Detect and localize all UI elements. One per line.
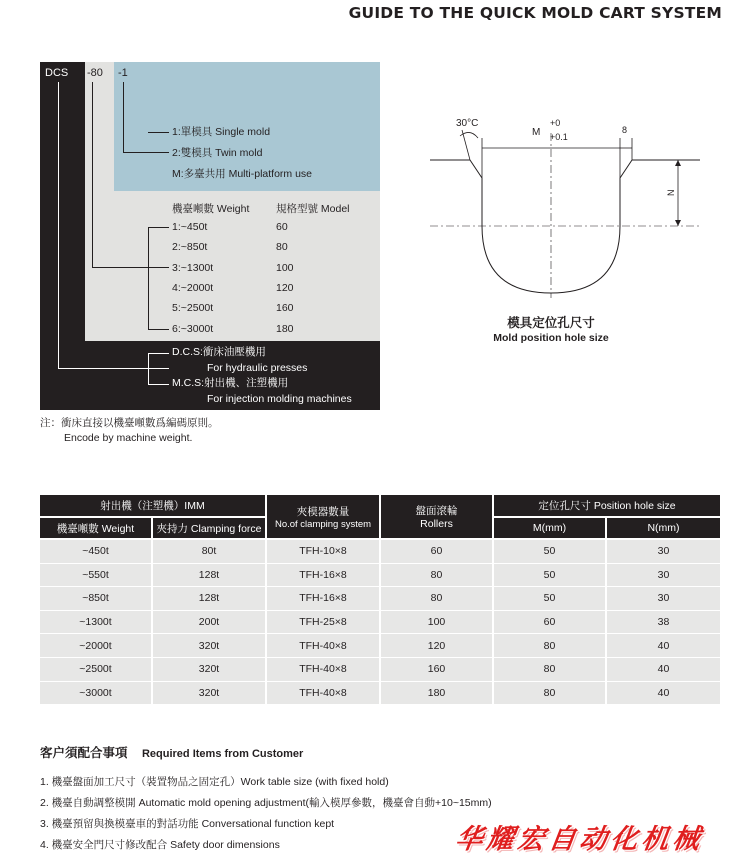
required-items-heading: [40, 743, 303, 762]
weight-value: 5:~2500t: [172, 302, 214, 314]
cell-clamp: TFH-40×8: [267, 682, 381, 706]
table-row: [40, 540, 720, 564]
model-value: 160: [276, 302, 294, 314]
weight-header: 機臺噸數 Weight: [172, 203, 250, 215]
machine-type-tick: [148, 353, 169, 354]
right-chamfer: [620, 160, 632, 178]
cell-n: 30: [607, 587, 720, 611]
model-value: 120: [276, 282, 294, 294]
cell-force: 128t: [153, 587, 267, 611]
code-prefix-dcs: DCS: [45, 67, 69, 79]
brand-watermark: 华耀宏自动化机械: [453, 824, 706, 855]
page-title: GUIDE TO THE QUICK MOLD CART SYSTEM: [348, 4, 722, 22]
weight-value: 2:~850t: [172, 241, 208, 253]
cell-n: 38: [607, 611, 720, 635]
mold-option-single: 1:單模具 Single mold: [172, 126, 271, 138]
n-label: N: [666, 189, 676, 196]
table-row: [40, 658, 720, 682]
cell-rollers: 100: [381, 611, 494, 635]
m-tolerance-lower: +0.1: [550, 132, 568, 142]
code-mold-part: -1: [118, 67, 128, 79]
clamp-qty-header: [267, 495, 381, 540]
cell-force: 320t: [153, 682, 267, 706]
mold-caption-cn: 模具定位孔尺寸: [507, 316, 595, 330]
list-item: 3. 機臺預留與換模臺車的對話功能 Conversational function kept: [40, 818, 335, 830]
cell-weight: ~3000t: [40, 682, 153, 706]
imm-header: 射出機（注塑機）IMM: [40, 495, 267, 518]
angle-label: 30°C: [456, 118, 479, 129]
cell-rollers: 80: [381, 587, 494, 611]
eight-label: 8: [622, 125, 628, 135]
cell-clamp: TFH-10×8: [267, 540, 381, 564]
cell-weight: ~2000t: [40, 634, 153, 658]
model-value: 60: [276, 221, 288, 233]
clamp-qty-en: No.of clamping system: [274, 518, 372, 530]
position-header: 定位孔尺寸 Position hole size: [494, 495, 720, 518]
cell-rollers: 180: [381, 682, 494, 706]
cell-weight: ~850t: [40, 587, 153, 611]
clamp-qty-cn: 夾模器數量: [296, 505, 350, 518]
cell-rollers: 160: [381, 658, 494, 682]
cell-clamp: TFH-40×8: [267, 658, 381, 682]
machine-type-dcs: D.C.S:衝床油壓機用: [172, 346, 266, 358]
n-col-header: N(mm): [607, 518, 720, 540]
cell-force: 320t: [153, 634, 267, 658]
model-value: 180: [276, 323, 294, 335]
cell-force: 128t: [153, 564, 267, 588]
cell-m: 50: [494, 587, 607, 611]
encoding-note-en: Encode by machine weight.: [64, 432, 193, 444]
mold-position-diagram: [420, 108, 720, 348]
m-col-header: M(mm): [494, 518, 607, 540]
cell-rollers: 80: [381, 564, 494, 588]
weight-col-header: 機臺噸數 Weight: [40, 518, 153, 540]
weight-value: 6:~3000t: [172, 323, 214, 335]
list-item: 2. 機臺自動調整模開 Automatic mold opening adjustment(輸入模厚參數，機臺會自動+10~15mm): [40, 797, 492, 809]
cell-n: 40: [607, 682, 720, 706]
cell-weight: ~550t: [40, 564, 153, 588]
table-row: [40, 634, 720, 658]
machine-type-tick-low: [148, 384, 169, 385]
list-item: 4. 機臺安全門尺寸修改配合 Safety door dimensions: [40, 839, 280, 851]
cell-m: 80: [494, 658, 607, 682]
cell-m: 80: [494, 634, 607, 658]
rollers-en: Rollers: [420, 518, 453, 530]
rollers-cn: 盤面滾輪: [415, 505, 458, 517]
table-row: [40, 682, 720, 706]
weight-value: 1:~450t: [172, 221, 208, 233]
left-chamfer: [470, 160, 482, 178]
cell-n: 30: [607, 564, 720, 588]
cell-force: 200t: [153, 611, 267, 635]
table-row: [40, 587, 720, 611]
model-header: 規格型號 Model: [276, 203, 350, 215]
machine-type-range-line: [148, 353, 149, 384]
cell-clamp: TFH-25×8: [267, 611, 381, 635]
cell-m: 50: [494, 540, 607, 564]
table-row: [40, 611, 720, 635]
cell-n: 40: [607, 658, 720, 682]
cell-m: 50: [494, 564, 607, 588]
cell-clamp: TFH-16×8: [267, 564, 381, 588]
mold-caption-en: Mold position hole size: [493, 332, 609, 344]
rollers-header: [381, 495, 494, 540]
machine-type-dcs-en: For hydraulic presses: [207, 362, 308, 374]
clamping-col-header: 夾持力 Clamping force: [153, 518, 267, 540]
cell-weight: ~2500t: [40, 658, 153, 682]
encoding-note-cn: 注：衝床直接以機臺噸數爲編碼原則。: [40, 417, 219, 429]
machine-type-mcs: M.C.S:射出機、注塑機用: [172, 377, 289, 389]
model-value: 80: [276, 241, 288, 253]
machine-type-bracket: [58, 82, 169, 369]
cell-clamp: TFH-16×8: [267, 587, 381, 611]
weight-value: 4:~2000t: [172, 282, 214, 294]
table-row: [40, 564, 720, 588]
mold-option-twin: 2:雙模具 Twin mold: [172, 147, 263, 159]
cell-force: 320t: [153, 658, 267, 682]
angle-leader: [462, 130, 470, 160]
encoding-note: [40, 416, 219, 446]
model-value: 100: [276, 262, 294, 274]
cell-clamp: TFH-40×8: [267, 634, 381, 658]
m-label: M: [532, 127, 541, 138]
code-diagram: [0, 0, 390, 420]
cell-m: 80: [494, 682, 607, 706]
mold-hole-drawing: [420, 108, 720, 308]
required-items-list: [40, 775, 492, 859]
required-heading-cn: 客户須配合事項: [40, 746, 128, 760]
machine-type-mcs-en: For injection molding machines: [207, 393, 352, 405]
cell-weight: ~1300t: [40, 611, 153, 635]
n-arrow-top: [675, 160, 681, 166]
cell-n: 30: [607, 540, 720, 564]
list-item: 1. 機臺盤面加工尺寸（裝置物品之固定孔）Work table size (with fixed hold): [40, 776, 389, 788]
cell-n: 40: [607, 634, 720, 658]
n-arrow-bottom: [675, 220, 681, 226]
cell-m: 60: [494, 611, 607, 635]
cell-force: 80t: [153, 540, 267, 564]
required-heading-en: Required Items from Customer: [141, 748, 304, 760]
weight-value: 3:~1300t: [172, 262, 214, 274]
cell-weight: ~450t: [40, 540, 153, 564]
mold-option-multi: M:多臺共用 Multi-platform use: [172, 168, 313, 180]
m-tolerance-upper: +0: [550, 118, 561, 128]
spec-table: [40, 495, 720, 705]
cell-rollers: 120: [381, 634, 494, 658]
cell-rollers: 60: [381, 540, 494, 564]
code-weight-part: -80: [87, 67, 103, 79]
